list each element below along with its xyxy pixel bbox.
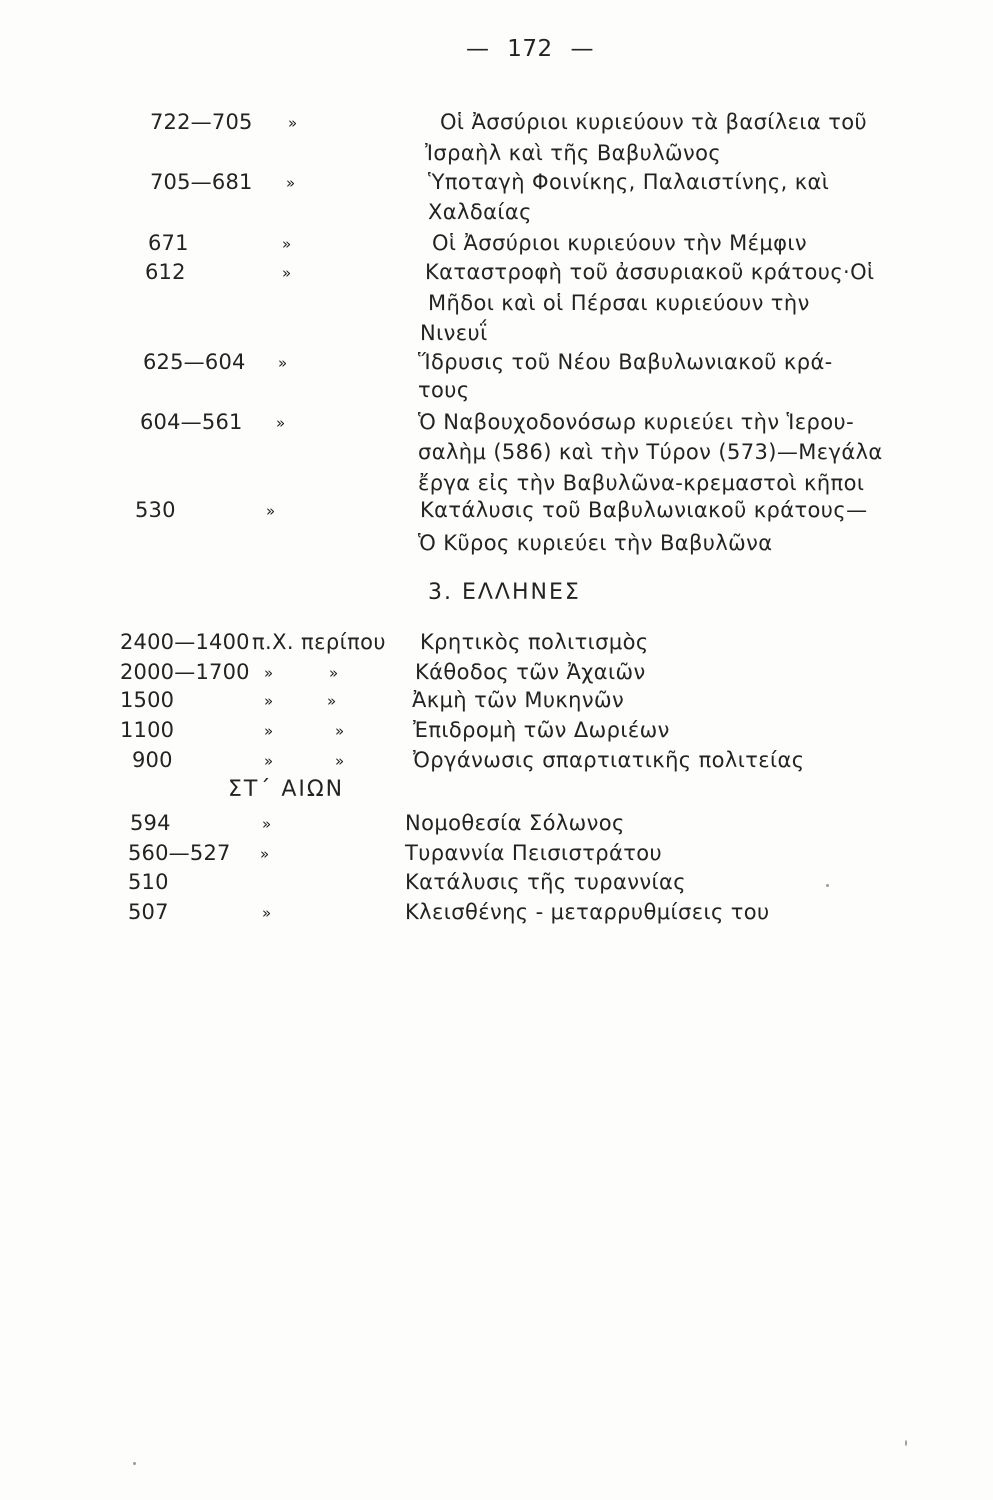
chronology-entry — [0, 168, 993, 224]
chronology-entry — [0, 746, 993, 772]
ditto-mark: » — [276, 414, 286, 432]
entry-text-line: Ὑποταγὴ Φοινίκης, Παλαιστίνης, καὶ — [428, 170, 830, 194]
entry-text-line: Νομοθεσία Σόλωνος — [405, 811, 625, 835]
entry-date: 900 — [132, 748, 173, 772]
entry-date: 2000—1700 — [120, 660, 250, 684]
ditto-mark: » — [262, 815, 272, 833]
entry-text-line: Κατάλυσις τοῦ Βαβυλωνιακοῦ κράτους— — [420, 498, 868, 522]
entry-text-line: ἔργα εἰς τὴν Βαβυλῶνα-κρεμαστοὶ κῆποι — [418, 471, 865, 495]
ditto-mark: » — [262, 904, 272, 922]
chronology-entry — [0, 408, 993, 495]
entry-text-line: Ἐπιδρομὴ τῶν Δωριέων — [413, 718, 670, 742]
page-number: — 172 — — [465, 36, 595, 62]
entry-text-line: Χαλδαίας — [428, 200, 532, 224]
entry-date: 510 — [128, 870, 169, 894]
ditto-mark: » — [264, 752, 274, 770]
entry-text-line: Ὁ Ναβουχοδονόσωρ κυριεύει τὴν Ἱερου- — [418, 410, 855, 434]
entry-text-line: Τυραννία Πεισιστράτου — [405, 841, 663, 865]
entry-text-line: Ἵδρυσις τοῦ Νέου Βαβυλωνιακοῦ κρά- — [418, 350, 833, 374]
entry-text-line: τους — [418, 378, 470, 402]
entry-text-line: Οἱ Ἀσσύριοι κυριεύουν τὰ βασίλεια τοῦ — [440, 110, 868, 134]
entry-date: 612 — [145, 260, 186, 284]
entry-text-line: Ἀκμὴ τῶν Μυκηνῶν — [412, 688, 625, 712]
century-heading: ΣΤ΄ ΑΙΩΝ — [228, 777, 345, 802]
chronology-entry — [0, 868, 993, 894]
entry-date: 671 — [148, 231, 189, 255]
entry-date: 722—705 — [150, 110, 253, 134]
entry-date: 507 — [128, 900, 169, 924]
entry-date: 625—604 — [143, 350, 246, 374]
entry-text-line: Ὁ Κῦρος κυριεύει τὴν Βαβυλῶνα — [418, 531, 773, 555]
entry-date: 604—561 — [140, 410, 243, 434]
entry-text-line: Κρητικὸς πολιτισμὸς — [420, 630, 649, 654]
ditto-mark: » — [282, 264, 292, 282]
ditto-mark: » — [264, 722, 274, 740]
entry-text-line: Ἰσραὴλ καὶ τῆς Βαβυλῶνος — [425, 141, 722, 165]
scan-speck — [826, 884, 829, 887]
chronology-entry — [0, 258, 993, 345]
entry-text-line: Κατάλυσις τῆς τυραννίας — [405, 870, 686, 894]
chronology-entry — [0, 628, 993, 654]
scan-speck — [133, 1462, 136, 1465]
section-heading: 3. ΕΛΛΗΝΕΣ — [428, 580, 581, 605]
entry-date: 560—527 — [128, 841, 231, 865]
entry-text-line: σαλὴμ (586) καὶ τὴν Τύρον (573)—Μεγάλα — [418, 440, 883, 464]
ditto-mark: » — [288, 114, 298, 132]
chronology-entry — [0, 686, 993, 712]
chronology-entry — [0, 229, 993, 255]
ditto-mark: » — [329, 664, 339, 682]
chronology-entry — [0, 716, 993, 742]
ditto-mark: » — [266, 502, 276, 520]
ditto-mark: » — [264, 664, 274, 682]
entry-date: 530 — [135, 498, 176, 522]
entry-text-line: Μῆδοι καὶ οἱ Πέρσαι κυριεύουν τὴν — [428, 291, 810, 315]
entry-text-line: Ὀργάνωσις σπαρτιατικῆς πολιτείας — [413, 748, 805, 772]
ditto-mark: » — [335, 722, 345, 740]
scan-speck — [905, 1440, 907, 1446]
entry-date: 1100 — [120, 718, 175, 742]
ditto-mark: » — [327, 692, 337, 710]
date-qualifier: π.Χ. περίπου — [252, 630, 386, 654]
ditto-mark: » — [282, 235, 292, 253]
entry-date: 594 — [130, 811, 171, 835]
ditto-mark: » — [286, 174, 296, 192]
chronology-entry — [0, 348, 993, 402]
ditto-mark: » — [260, 845, 270, 863]
chronology-entry — [0, 809, 993, 835]
chronology-entry — [0, 658, 993, 684]
ditto-mark: » — [278, 354, 288, 372]
entry-date: 705—681 — [150, 170, 253, 194]
entry-date: 2400—1400 — [120, 630, 250, 654]
chronology-entry — [0, 898, 993, 924]
entry-text-line: Κλεισθένης - μεταρρυθμίσεις του — [405, 900, 770, 924]
ditto-mark: » — [335, 752, 345, 770]
entry-text-line: Καταστροφὴ τοῦ ἀσσυριακοῦ κράτους·Οἱ — [425, 260, 875, 284]
entry-date: 1500 — [120, 688, 175, 712]
chronology-entry — [0, 839, 993, 865]
chronology-entry — [0, 496, 993, 555]
entry-text-line: Κάθοδος τῶν Ἀχαιῶν — [415, 660, 646, 684]
entry-text-line: Νινευΐ — [420, 321, 488, 345]
ditto-mark: » — [264, 692, 274, 710]
chronology-entry — [0, 108, 993, 165]
entry-text-line: Οἱ Ἀσσύριοι κυριεύουν τὴν Μέμφιν — [432, 231, 808, 255]
